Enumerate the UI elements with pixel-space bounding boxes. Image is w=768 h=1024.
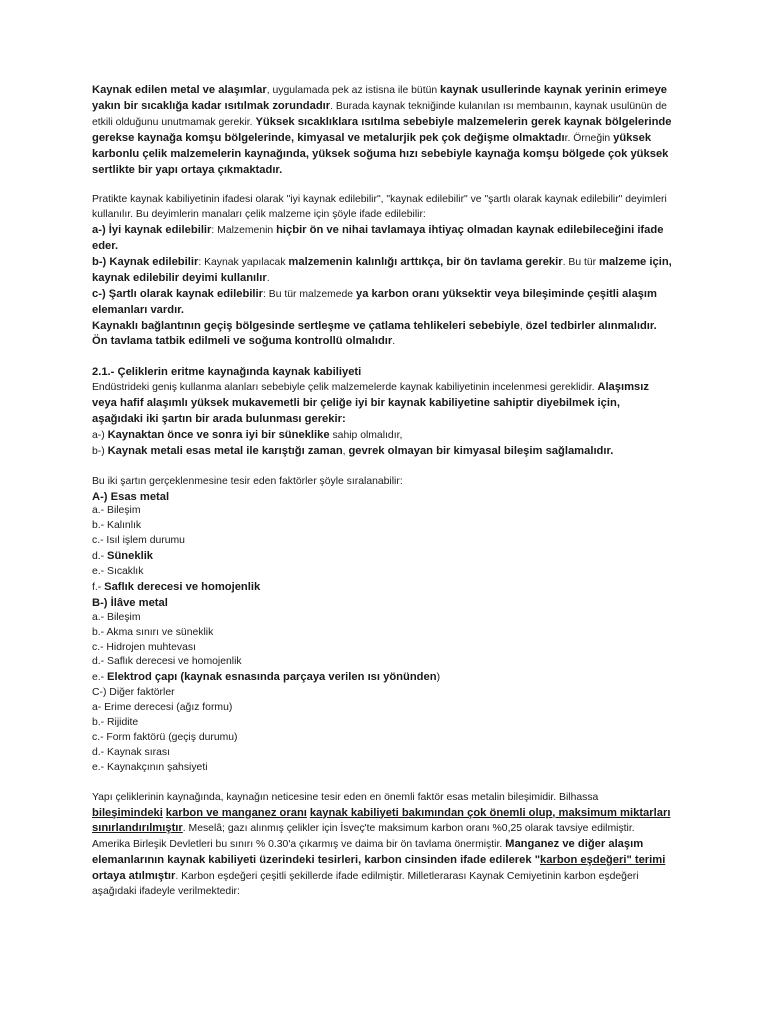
text: , uygulamada pek az istisna ile bütün bbox=[266, 85, 441, 96]
text: . Bu tür bbox=[562, 256, 600, 268]
bold-underlined-text: karbon ve manganez oranı bbox=[165, 806, 307, 819]
document-body bbox=[92, 83, 672, 900]
list-item bbox=[92, 549, 672, 565]
list-item bbox=[92, 670, 672, 686]
condition-a bbox=[92, 428, 672, 444]
bold-text: malzeme için, kaynak edilebilir deyimi kullanılır bbox=[92, 255, 672, 284]
list-item: b.- Akma sınırı ve süneklik bbox=[92, 626, 214, 638]
factor-group-a-title: A-) Esas metal bbox=[92, 490, 170, 503]
paragraph-intro bbox=[92, 83, 672, 178]
text: f.- bbox=[92, 581, 105, 593]
list-item: b.- Kalınlık bbox=[92, 520, 142, 532]
text: Yapı çeliklerinin kaynağında, kaynağın neticesine tesir eden en önemli faktör esas metalin bileşimidir. Bilhassa bbox=[92, 791, 599, 803]
bold-underlined-text: bileşimindeki bbox=[92, 806, 163, 819]
bold-text: c-) Şartlı olarak kaynak edilebilir bbox=[92, 287, 263, 300]
list-item: c.- Hidrojen muhtevası bbox=[92, 641, 196, 653]
text: a-) bbox=[92, 429, 108, 441]
list-item bbox=[92, 580, 672, 596]
text: r. Örneğin bbox=[564, 132, 614, 144]
bold-text: malzemenin kalınlığı arttıkça, bir ön tavlama gerekir bbox=[288, 255, 563, 268]
list-item: e.- Sıcaklık bbox=[92, 566, 144, 578]
text: e.- bbox=[92, 672, 108, 684]
text: . Burada kaynak tekniğinde kulanılan ısı membaının, kaynak usulünün de etkili olduğunu unutmamak gerekir. bbox=[92, 100, 667, 128]
section-heading: 2.1.- Çeliklerin eritme kaynağında kaynak kabiliyeti bbox=[92, 366, 362, 379]
bold-text: Yüksek sıcaklıklara ısıtılma sebebiyle malzemelerin gerek kaynak bölgelerinde gerekse kaynağa komşu bölgelerinde, kimyasal ve metalurjik pek çok değişme olmaktadı bbox=[92, 115, 672, 144]
bold-underlined-text: kaynak kabiliyeti bakımından çok önemli olup, maksimum miktarları sınırlandırılmıştır bbox=[92, 806, 671, 835]
text: Endüstrideki geniş kullanma alanları sebebiyle çelik malzemelerde kaynak kabiliyetinin incelenmesi gereklidir. bbox=[92, 382, 598, 394]
text: . bbox=[266, 272, 270, 284]
bold-text: ya karbon oranı yüksektir veya bileşiminde çeşitli alaşım elemanları vardır. bbox=[92, 287, 657, 316]
paragraph-section-2-1 bbox=[92, 380, 672, 428]
bold-text: Süneklik bbox=[107, 550, 154, 563]
factor-group-c-title: C-) Diğer faktörler bbox=[92, 687, 175, 699]
definition-c bbox=[92, 287, 672, 319]
list-item: e.- Kaynakçının şahsiyeti bbox=[92, 761, 208, 773]
list-item: a- Erime derecesi (ağız formu) bbox=[92, 702, 233, 714]
text: . bbox=[392, 336, 396, 348]
bold-text: kaynak usullerinde kaynak yerinin erimeye yakın bir sıcaklığa kadar ısıtılmak zorundadır bbox=[92, 84, 668, 112]
bold-text: gevrek olmayan bir kimyasal bileşim sağlamalıdır. bbox=[348, 444, 614, 457]
text: : Bu tür malzemede bbox=[263, 288, 356, 300]
list-item: a.- Bileşim bbox=[92, 611, 141, 623]
bold-text: Kaynak edilen metal ve alaşımlar bbox=[92, 84, 267, 96]
text: : Malzemenin bbox=[211, 225, 277, 237]
bold-text: a-) İyi kaynak edilebilir bbox=[92, 224, 212, 237]
list-item: b.- Rijidite bbox=[92, 717, 139, 729]
text: . Meselâ; gazı alınmış çelikler için İsveç'te maksimum karbon oranı %0,25 olarak tavsiye edilmiştir. Amerika Birleşik Devletleri bu sınırı % 0.30'a çıkarmış ve daima bir ön tavlama önermiştir. bbox=[92, 823, 635, 851]
bold-text: yüksek karbonlu çelik malzemelerin kaynağında, yüksek soğuma hızı sebebiyle kaynağa komşu bölgede çok yüksek sertlikte bir yapı ortaya çıkmaktadır. bbox=[92, 131, 669, 176]
factors-intro: Bu iki şartın gerçeklenmesine tesir eden faktörler şöyle sıralanabilir: bbox=[92, 475, 403, 487]
bold-text: Kaynaktan önce ve sonra iyi bir süneklike bbox=[107, 428, 330, 441]
bold-underlined-text: karbon eşdeğeri" terimi bbox=[540, 854, 666, 867]
bold-text: ortaya atılmıştır bbox=[92, 870, 176, 883]
bold-text: b-) Kaynak edilebilir bbox=[92, 255, 199, 268]
text: d.- bbox=[92, 551, 108, 563]
paragraph-carbon-equivalent bbox=[92, 791, 672, 900]
definition-c-continued bbox=[92, 319, 672, 351]
factor-group-b-title: B-) İlâve metal bbox=[92, 596, 168, 609]
bold-text: Alaşımsız veya hafif alaşımlı yüksek mukavemetli bir çeliğe iyi bir kaynak kabiliyetine sahiptir diyebilmek için, aşağıdaki iki şartın bir arada bulunması gerekir: bbox=[92, 381, 649, 425]
bold-text: Elektrod çapı (kaynak esnasında parçaya verilen ısı yönünden bbox=[107, 671, 437, 684]
bold-text: Saflık derecesi ve homojenlik bbox=[104, 580, 261, 593]
bold-text: Kaynak metali esas metal ile karıştığı zaman bbox=[107, 444, 343, 457]
bold-text: hiçbir ön ve nihai tavlamaya ihtiyaç olmadan kaynak edilebileceğini ifade eder. bbox=[92, 224, 664, 253]
list-item: d.- Saflık derecesi ve homojenlik bbox=[92, 656, 242, 668]
text: : Kaynak yapılacak bbox=[198, 256, 289, 268]
paragraph-weldability-terms bbox=[92, 193, 672, 223]
condition-b bbox=[92, 444, 672, 460]
text: ) bbox=[436, 672, 441, 684]
bold-text: Kaynaklı bağlantının geçiş bölgesinde sertleşme ve çatlama tehlikeleri sebebiyle bbox=[92, 319, 520, 332]
definition-b bbox=[92, 255, 672, 287]
list-item: c.- Form faktörü (geçiş durumu) bbox=[92, 732, 238, 744]
text: Pratikte kaynak kabiliyetinin ifadesi olarak "iyi kaynak edilebilir", "kaynak edilebilir" ve "şartlı olarak kaynak edilebilir" deyimleri kullanılır. Bu deyimlerin manaları çelik malzeme için şöyle ifade edilebilir: bbox=[92, 194, 667, 221]
list-item: d.- Kaynak sırası bbox=[92, 746, 170, 758]
text: sahip olmalıdır, bbox=[329, 429, 403, 441]
list-item: a.- Bileşim bbox=[92, 505, 141, 517]
text: , bbox=[342, 445, 349, 457]
list-item: c.- Isıl işlem durumu bbox=[92, 535, 185, 547]
text: b-) bbox=[92, 445, 108, 457]
text: , bbox=[519, 320, 526, 332]
bold-text: özel tedbirler alınmalıdır. Ön tavlama tatbik edilmeli ve soğuma kontrollü olmalıdır bbox=[92, 319, 657, 348]
text: . Karbon eşdeğeri çeşitli şekillerde ifade edilmiştir. Milletlerarası Kaynak Cemiyetinin karbon eşdeğeri aşağıdaki ifadeyle verilmektedir: bbox=[92, 871, 639, 898]
definition-a bbox=[92, 223, 672, 255]
bold-text: Manganez ve diğer alaşım elemanlarının kaynak kabiliyeti üzerindeki tesirleri, karbon cinsinden ifade edilerek " bbox=[92, 838, 644, 867]
